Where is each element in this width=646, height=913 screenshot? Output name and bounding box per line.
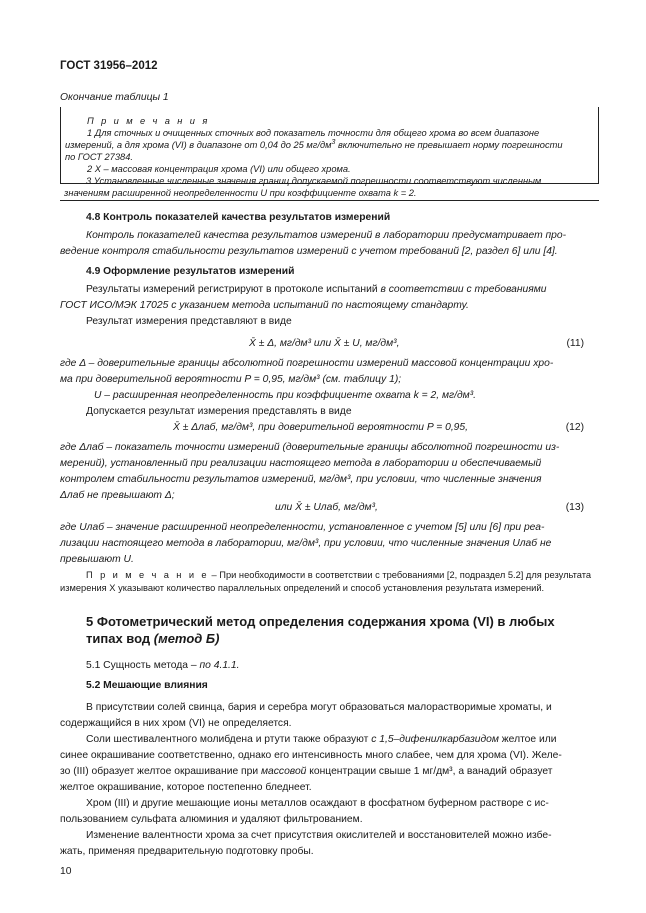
s52-para-d-line-1: Изменение валентности хрома за счет присутствия окислителей и восстановителей можно избе- bbox=[86, 830, 552, 841]
section-5-2-heading: 5.2 Мешающие влияния bbox=[86, 680, 208, 691]
s49-para-line-2: ГОСТ ИСО/МЭК 17025 с указанием метода испытаний по настоящему стандарту. bbox=[60, 300, 469, 311]
s52-para-a-line-1: В присутствии солей свинца, бария и серебра могут образоваться малорастворимые хроматы, и bbox=[86, 702, 552, 713]
section-5-heading-line-2: типах вод (метод Б) bbox=[86, 631, 220, 646]
s48-para-line-1: Контроль показателей качества результатов измерений в лаборатории предусматривает про- bbox=[86, 230, 567, 241]
s49-note-line-2: измерения X указывают количество параллельных определений и способ установления результата измерений. bbox=[60, 583, 545, 593]
s52-para-c-line-1: Хром (III) и другие мешающие ионы металлов осаждают в фосфатном буферном растворе с ис- bbox=[86, 798, 549, 809]
section-5-1: 5.1 Сущность метода – по 4.1.1. bbox=[86, 660, 240, 671]
where-delta-line-1: где Δ – доверительные границы абсолютной погрешности измерений массовой концентрации хро- bbox=[60, 358, 554, 369]
note-3-line-2: значениям расширенной неопределенности U при коэффициенте охвата k = 2. bbox=[64, 188, 417, 198]
s52-para-b-line-2: синее окрашивание соответственно, однако его интенсивность много слабее, чем для хрома (VI). Желе- bbox=[60, 750, 562, 761]
s52-para-c-line-2: пользованием сульфата алюминия и удаляют фильтрованием. bbox=[60, 814, 363, 825]
where-delta-line-2: ма при доверительной вероятности P = 0,95, мг/дм³ (см. таблицу 1); bbox=[60, 374, 402, 385]
notes-title: П р и м е ч а н и я bbox=[87, 116, 210, 126]
s52-para-d-line-2: жать, применяя предварительную подготовку пробы. bbox=[60, 846, 314, 857]
equation-12: X̄ ± Δлаб, мг/дм³, при доверительной вероятности P = 0,95, bbox=[173, 422, 468, 433]
note-3-line-1: 3 Установленные численные значения границ допускаемой погрешности соответствуют численным bbox=[86, 176, 542, 186]
equation-13: или X̄ ± Uлаб, мг/дм³, bbox=[275, 502, 378, 513]
where-delta-lab-line-3: контролем стабильности результатов измерений, мг/дм³, при условии, что численные значения bbox=[60, 474, 542, 485]
equation-11: X̄ ± Δ, мг/дм³ или X̄ ± U, мг/дм³, bbox=[249, 338, 400, 349]
s49-para-line-3: Результат измерения представляют в виде bbox=[86, 316, 292, 327]
where-delta-lab-line-1: где Δлаб – показатель точности измерений (доверительные границы абсолютной погрешности из- bbox=[60, 442, 560, 453]
equation-11-number: (11) bbox=[566, 338, 584, 349]
where-u-lab-line-2: лизации настоящего метода в лаборатории, мг/дм³, при условии, что численные значения Uлаб не bbox=[60, 538, 552, 549]
note-1-line-2: измерений, а для хрома (VI) в диапазоне от 0,04 до 25 $мг/дм^3$ включительно не превышает норму погрешности bbox=[65, 138, 563, 150]
where-delta-lab-line-4: Δлаб не превышают Δ; bbox=[60, 490, 175, 501]
s48-para-line-2: ведение контроля стабильности результатов измерений с учетом требований [2, раздел 6] или [4]. bbox=[60, 246, 558, 257]
s52-para-b-line-4: желтое окрашивание, которое постепенно бледнеет. bbox=[60, 782, 312, 793]
section-4-9-heading: 4.9 Оформление результатов измерений bbox=[86, 266, 295, 277]
page-number: 10 bbox=[60, 866, 72, 877]
section-4-8-heading: 4.8 Контроль показателей качества результатов измерений bbox=[86, 212, 391, 223]
notes-box-bottom-border bbox=[60, 200, 599, 201]
s52-para-b-line-3: зо (III) образует желтое окрашивание при массовой концентрации свыше 1 мг/дм³, а ванадий образует bbox=[60, 766, 553, 777]
section-5-heading-line-1: 5 Фотометрический метод определения содержания хрома (VI) в любых bbox=[86, 614, 555, 629]
note-1-line-3: по ГОСТ 27384. bbox=[65, 152, 133, 162]
s49-para-line-1: Результаты измерений регистрируют в протоколе испытаний в соответствии с требованиями bbox=[86, 284, 547, 295]
table-continuation-label: Окончание таблицы 1 bbox=[60, 92, 169, 103]
s52-para-b-line-1: Соли шестивалентного молибдена и ртути также образуют с 1,5–дифенилкарбазидом желтое или bbox=[86, 734, 557, 745]
s52-para-a-line-2: содержащийся в них хром (VI) не определяется. bbox=[60, 718, 292, 729]
document-standard-number: ГОСТ 31956–2012 bbox=[60, 60, 158, 72]
where-delta-lab-line-2: мерений), установленный при реализации настоящего метода в лаборатории и обеспечиваемый bbox=[60, 458, 542, 469]
equation-12-number: (12) bbox=[565, 422, 584, 433]
s49-para-line-4: Допускается результат измерения представлять в виде bbox=[86, 406, 352, 417]
equation-13-number: (13) bbox=[565, 502, 584, 513]
s49-note-line-1: П р и м е ч а н и е – При необходимости в соответствии с требованиями [2, подраздел 5.2] для результата bbox=[86, 570, 592, 580]
note-2: 2 X – массовая концентрация хрома (VI) или общего хрома. bbox=[87, 164, 351, 174]
where-u-lab-line-1: где Uлаб – значение расширенной неопределенности, установленное с учетом [5] или [6] при реа- bbox=[60, 522, 545, 533]
where-u-line: U – расширенная неопределенность при коэффициенте охвата k = 2, мг/дм³. bbox=[94, 390, 476, 401]
where-u-lab-line-3: превышают U. bbox=[60, 554, 134, 565]
table-notes-box bbox=[60, 107, 599, 184]
note-1-line-1: 1 Для сточных и очищенных сточных вод показатель точности для общего хрома во всем диапазоне bbox=[87, 128, 540, 138]
